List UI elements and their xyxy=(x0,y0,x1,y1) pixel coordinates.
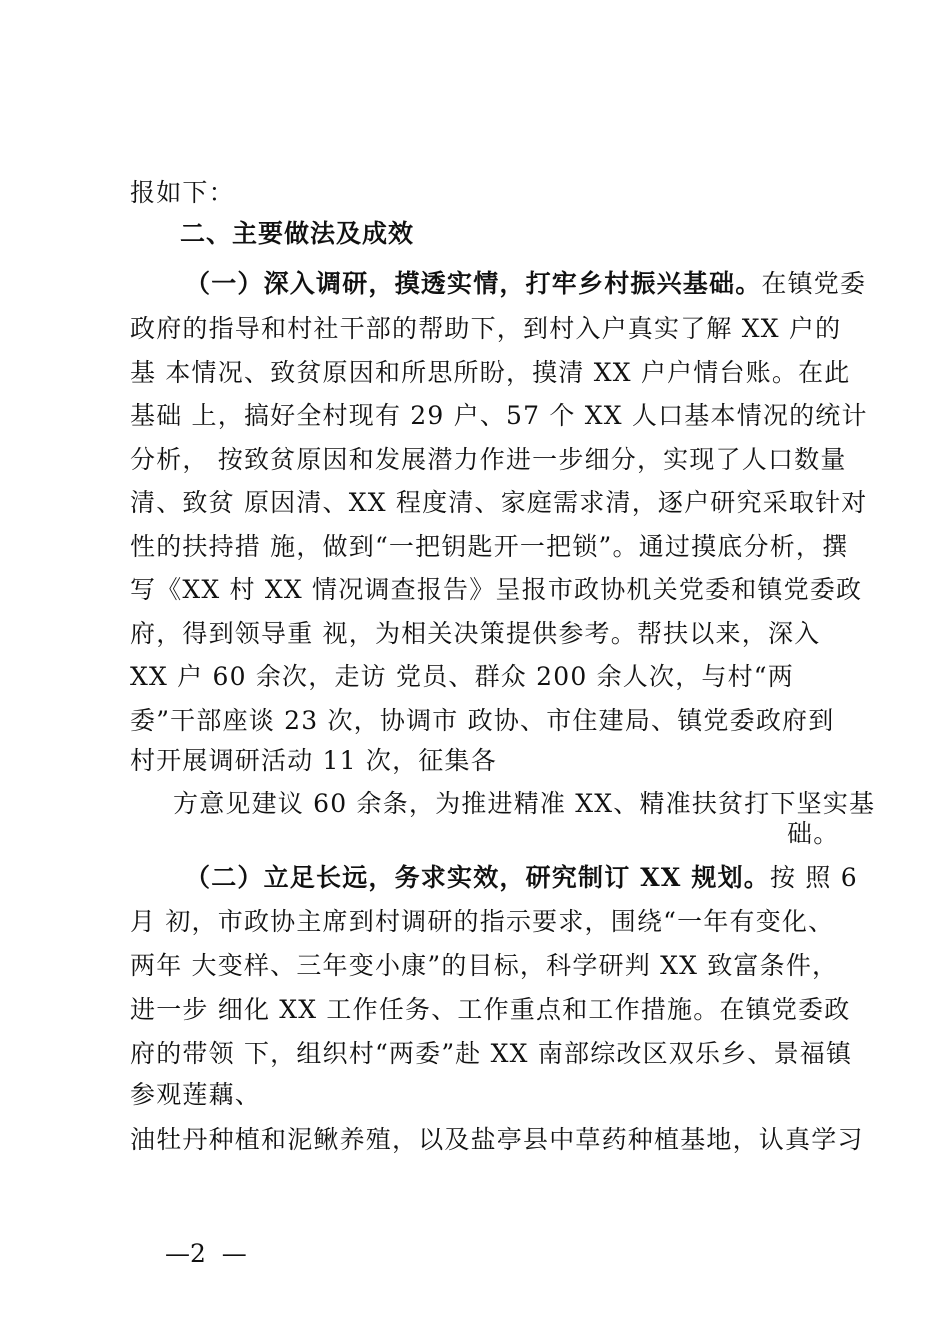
body-text: 在镇党委 xyxy=(761,269,867,298)
body-text-line: 政府的指导和村社干部的帮助下，到村入户真实了解 XX 户的 xyxy=(130,314,842,343)
page-number: —2 — xyxy=(165,1239,247,1268)
body-text-line: 基 本情况、致贫原因和所思所盼，摸清 XX 户户情台账。在此 xyxy=(130,358,851,387)
body-text-line: 础。 xyxy=(787,819,840,848)
paragraph-first-line xyxy=(185,862,858,894)
body-text-line: 基础 上，搞好全村现有 29 户、57 个 XX 人口基本情况的统计 xyxy=(130,401,868,430)
body-text-line: 报如下： xyxy=(130,178,235,207)
body-text-line: 府的带领 下，组织村“两委”赴 XX 南部综改区双乐乡、景福镇 xyxy=(130,1039,853,1068)
body-text-line: 性的扶持措 施，做到“一把钥匙开一把锁”。通过摸底分析，撰 xyxy=(130,532,849,561)
body-text-line: 参观莲藕、 xyxy=(130,1080,262,1109)
subsection-title: （二）立足长远，务求实效，研究制订 XX 规划。 xyxy=(185,863,771,892)
body-text-line: 方意见建议 60 余条，为推进精准 XX、精准扶贫打下坚实基 xyxy=(173,789,876,818)
body-text-line: 府，得到领导重 视，为相关决策提供参考。帮扶以来，深入 xyxy=(130,619,821,648)
section-heading: 二、主要做法及成效 xyxy=(180,219,415,248)
body-text-line: 月 初，市政协主席到村调研的指示要求，围绕“一年有变化、 xyxy=(130,907,835,936)
body-text-line: 油牡丹种植和泥鳅养殖，以及盐亭县中草药种植基地，认真学习 xyxy=(130,1125,864,1154)
body-text: 按 照 6 xyxy=(770,863,858,892)
body-text-line: 写《XX 村 XX 情况调查报告》呈报市政协机关党委和镇党委政 xyxy=(130,575,863,604)
body-text-line: 两年 大变样、三年变小康”的目标，科学研判 XX 致富条件， xyxy=(130,951,839,980)
subsection-title: （一）深入调研，摸透实情，打牢乡村振兴基础。 xyxy=(185,269,762,298)
body-text-line: 进一步 细化 XX 工作任务、工作重点和工作措施。在镇党委政 xyxy=(130,995,851,1024)
body-text-line: XX 户 60 余次，走访 党员、群众 200 余人次，与村“两 xyxy=(130,662,794,691)
paragraph-first-line xyxy=(185,268,866,300)
body-text-line: 清、致贫 原因清、XX 程度清、家庭需求清，逐户研究采取针对 xyxy=(130,488,868,517)
body-text-line: 委”干部座谈 23 次，协调市 政协、市住建局、镇党委政府到 xyxy=(130,706,835,735)
body-text-line: 分析， 按致贫原因和发展潜力作进一步细分，实现了人口数量 xyxy=(130,445,847,474)
body-text-line: 村开展调研活动 11 次，征集各 xyxy=(130,746,497,775)
